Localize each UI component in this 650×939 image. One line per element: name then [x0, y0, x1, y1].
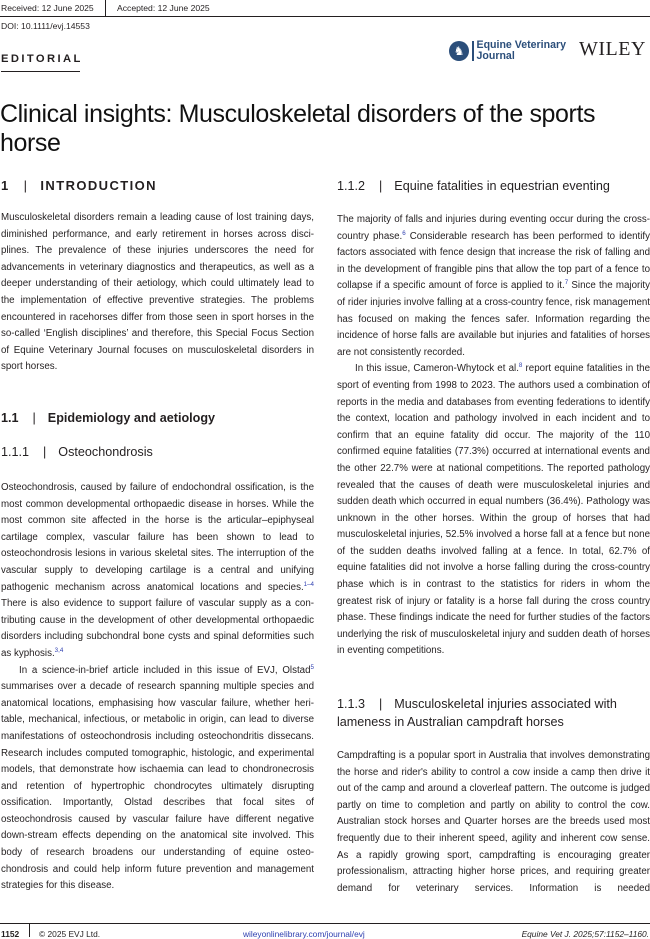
text-run: In this issue, Cameron-Whytock et al. [355, 363, 519, 375]
journal-name-line2: Journal [476, 49, 515, 62]
osteochondrosis-text [1, 480, 314, 895]
section-heading [1, 178, 314, 193]
section-number: 1.1 [1, 411, 19, 425]
paragraph [337, 212, 650, 361]
section-number: 1.1.2 [337, 179, 366, 193]
text-run: Since the majority of rider injuries involve falling at a cross-country fence, risk management has focused on making the fences safer. Information regarding the incidence of horse falls are available but injuries and fatalities of horses are not consistently recorded. [337, 280, 650, 358]
page-number: 1152 [1, 929, 20, 939]
text-run: The majority of falls and injuries during eventing occur during the cross-country phase. [337, 214, 650, 242]
section-title: Osteochondrosis [58, 445, 153, 459]
subsubsection-heading [337, 695, 650, 731]
reference-link[interactable]: 3,4 [54, 646, 64, 654]
text-run: Osteochondrosis, caused by failure of endochondral ossification, is the most common developmental orthopaedic disease in horses. While the most common site affected in the horse is the articular–epiphyseal cartilage complex, vascular failure has been shown to lead to osteochondrosis lesions in various skeletal sites. The interruption of the vascular supply to developing cartilage is a central and unifying pathogenic mechanism across anatomical locations and species. [1, 482, 314, 593]
intro-text [1, 210, 314, 376]
text-run: summarises over a decade of research spanning multiple species and anatomical locations, emphasising how vascular failure, whether heritable, mechanical, infectious, or metabolic in origin, can lead to diverse manifestations of osteochondrosis including osteochondritis dissecans. Research includes computed tomographic, histologic, and experimental models, that demonstrate how ischaemia can lead to chondronecrosis and retention of hypertrophic chondrocytes ultimately disrupting ossification. Importantly, Olstad describes that focal sites of osteochondrosis caused by vascular failure have different negative down-stream effects depending on the anatomical site involved. This body of research broadens our understanding of equine osteochondrosis and could help inform future prevention and management strategies for this disease. [1, 681, 314, 892]
divider [29, 924, 30, 937]
section-number: 1.1.1 [1, 445, 30, 459]
paragraph: Musculoskeletal disorders remain a leading cause of lost training days, diminished performance, and early retirement in horses across disciplines. The prevalence of these injuries underscores the need for advancements in veterinary diagnostics and therapeutics, as well as a deeper understanding of their aetiology, which could ultimately lead to the implementation of effective preventive strategies. The problems encountered in racehorses differ from those seen in sport horses in the so-called ‘English disciplines’ and therefore, this Special Focus Section of Equine Veterinary Journal focuses on musculoskeletal disorders in sport horses. [1, 212, 314, 373]
article-title: Clinical insights: Musculoskeletal disorders of the sports horse [0, 100, 596, 157]
campdraft-text [337, 748, 650, 897]
page-footer [0, 923, 650, 939]
section-title: Equine fatalities in equestrian eventing [394, 179, 610, 193]
divider [105, 0, 106, 17]
reference-link[interactable]: 7 [564, 279, 569, 287]
section-title: INTRODUCTION [40, 178, 157, 193]
section-campdraft [337, 695, 650, 731]
text-run: In a science-in-brief article included in this issue of EVJ, Olstad [19, 664, 311, 676]
text-run: Considerable research has been performed to identify factors associated with fence design that increase the risk of falling and in the development of frangible pins that allow the top part of a fence to collapse if a specific amount of force is applied to it. [337, 230, 650, 292]
text-run: report equine fatalities in the sport of eventing from 1998 to 2023. The authors used a combination of reports in the media and databases from eventing federations to identify the context, location and pathology involved in each incident and to confirm that an equine fatality did occur. The majority of the 110 confirmed equine fatalities (77.3%) occurred at international events and the other 22.7% were at national competitions. The reported pathology revealed that the causes of death were musculoskeletal injuries and sudden death which occurred in equal numbers (36.4%). Pathology was unknown in the other horses. Within the group of horses that had musculoskeletal injuries, 52.5% involved a horse fall at a fence but none of the sudden deaths involved falling at a fence. In total, 62.7% of equine fatalities did not involve a horse falling during the cross-country phase which is in contrast to the statistics for riders in whom the greatest risk of injury or fatality is a horse fall during the cross country phase. These findings indicate the need for further studies of the factors underlying the risk of musculoskeletal injury and sudden death of horses in eventing competitions. [337, 363, 650, 657]
doi[interactable]: DOI: 10.1111/evj.14553 [1, 21, 90, 31]
eventing-text [337, 212, 650, 660]
subsection-heading [1, 411, 314, 425]
section-number: 1 [1, 178, 10, 193]
section-title: Epidemiology and aetiology [47, 411, 216, 425]
section-title: Musculoskeletal injuries associated with lameness in Australian campdraft horses [337, 697, 617, 729]
journal-url-link[interactable]: wileyonlinelibrary.com/journal/evj [243, 929, 365, 939]
journal-name-line1: Equine Veterinary [476, 39, 566, 51]
reference-link[interactable]: 8 [518, 362, 523, 370]
received-date: Received: 12 June 2025 [1, 3, 94, 13]
subsubsection-heading [337, 179, 650, 193]
heading-separator: | [23, 178, 29, 193]
section-osteochondrosis [1, 445, 314, 459]
subsubsection-heading [1, 445, 314, 459]
section-number: 1.1.3 [337, 697, 366, 711]
citation: Equine Vet J. 2025;57:1152–1160. [521, 929, 649, 939]
text-run: There is also evidence to support failure of vascular supply as a contributing cause in the development of other developmental orthopaedic disorders including subchondral bone cysts and spinal deformities such as kyphosis. [1, 598, 314, 659]
paragraph: Campdrafting is a popular sport in Australia that involves demonstrating the horse and rider's ability to control a cow inside a camp then drive it out of the camp and around a cloverleaf pattern. The outcome is judged partly on time to completion and partly on ability to control the cow. Australian stock horses and Quarter horses are the breeds used most frequently due to their inherent speed, agility and inherent cow sense. As a rapidly growing sport, campdrafting is encouraging greater professionalism, attracting higher horse prices, and requiring greater demand for veterinary services. Information is needed [337, 750, 650, 894]
heading-separator: | [379, 697, 383, 711]
reference-link[interactable]: 1–4 [303, 580, 314, 588]
heading-separator: | [32, 411, 36, 425]
publisher-logo[interactable]: WILEY [579, 38, 646, 60]
paragraph [337, 361, 650, 660]
logo-divider [472, 41, 474, 61]
section-eventing [337, 179, 650, 193]
heading-separator: | [43, 445, 47, 459]
reference-link[interactable]: 5 [310, 663, 314, 671]
journal-logo[interactable] [449, 40, 566, 61]
section-introduction [1, 178, 314, 193]
article-type-label: EDITORIAL [1, 53, 80, 72]
section-epidemiology [1, 411, 314, 425]
journal-logo-text [477, 40, 567, 61]
copyright: © 2025 EVJ Ltd. [39, 929, 101, 939]
reference-link[interactable]: 6 [402, 229, 406, 237]
paragraph [1, 480, 314, 663]
accepted-date: Accepted: 12 June 2025 [117, 3, 210, 13]
paragraph [1, 663, 314, 895]
horse-head-emblem-icon: ♞ [449, 41, 469, 61]
article-dates-bar [0, 0, 650, 17]
heading-separator: | [379, 179, 383, 193]
